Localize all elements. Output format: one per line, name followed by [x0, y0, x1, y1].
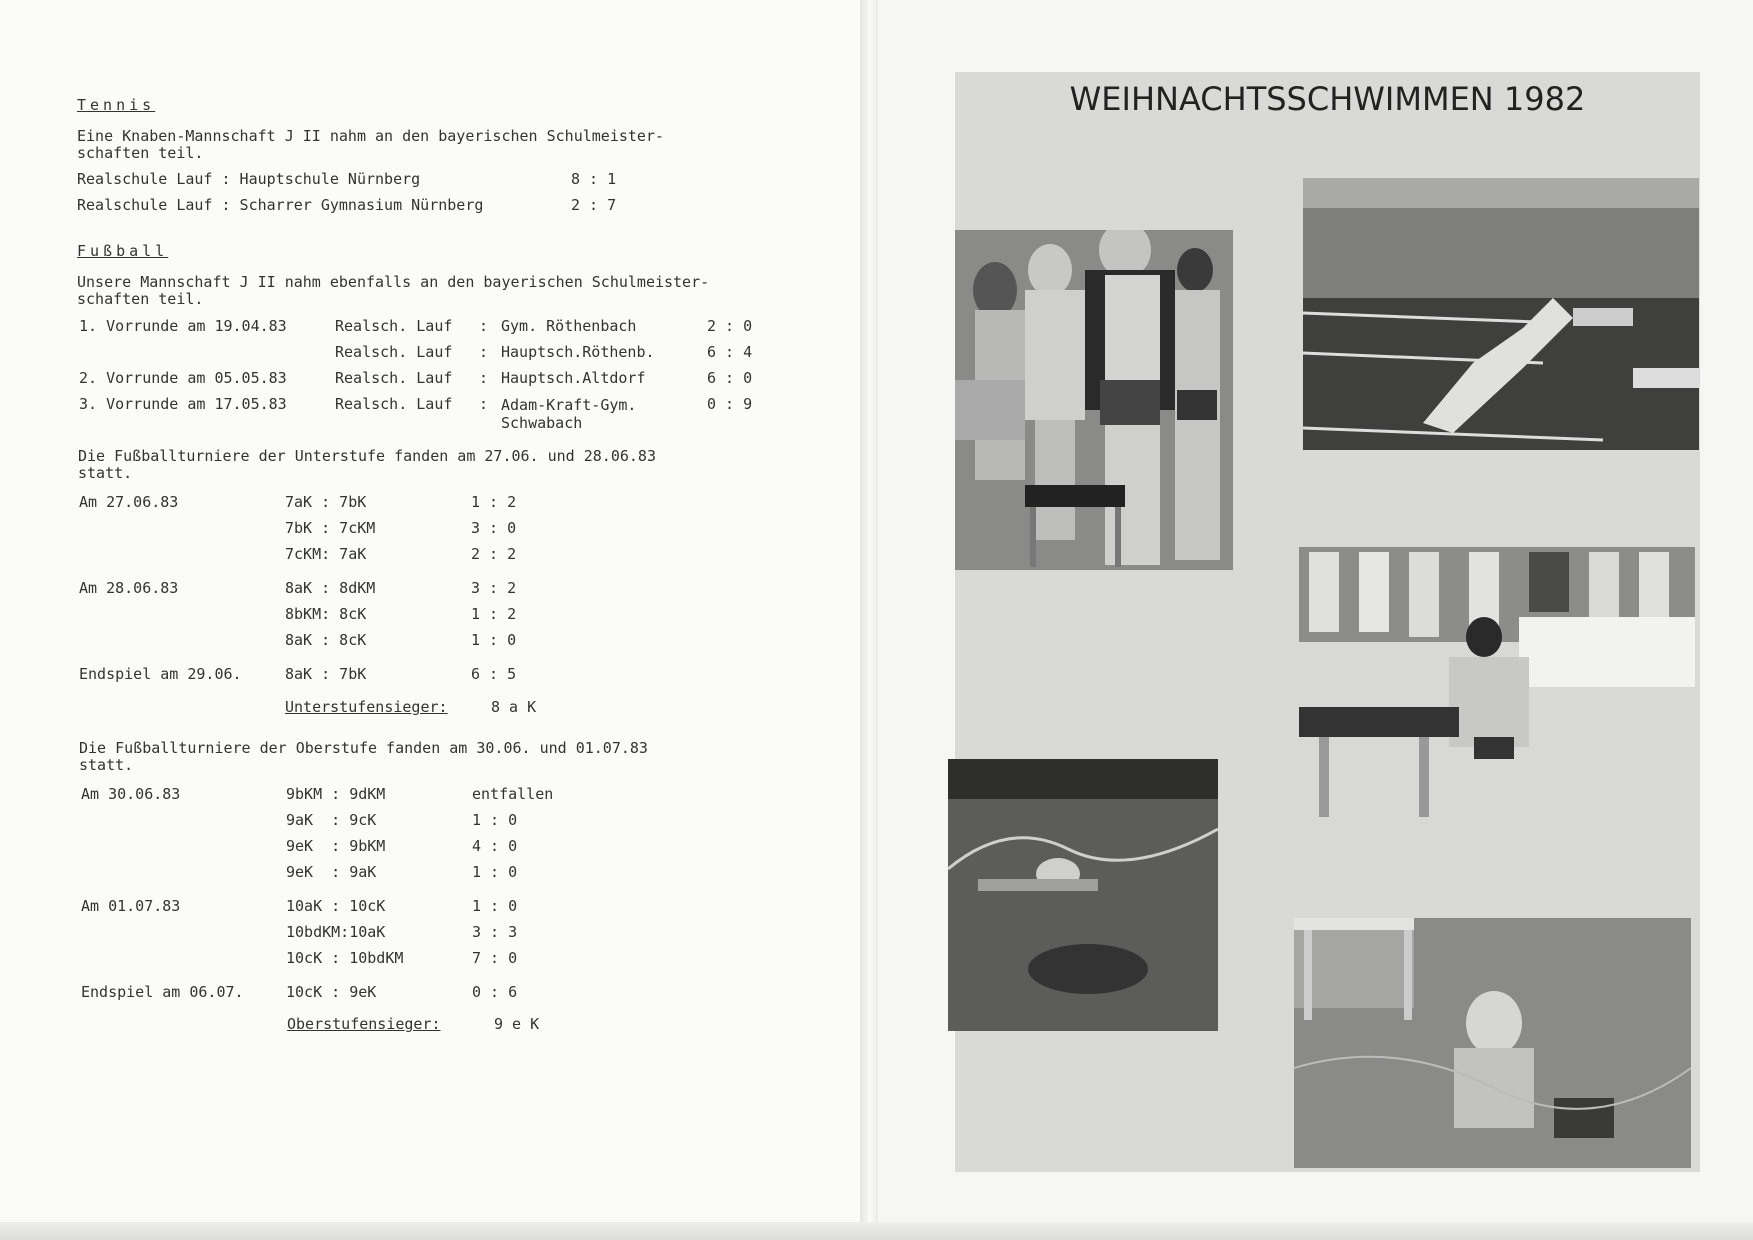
- oberstufe-day1-score-3: 4 : 0: [472, 837, 518, 855]
- unterstufe-day1-score-3: 2 : 2: [471, 545, 517, 563]
- round-3-home: Realsch. Lauf: [335, 395, 453, 413]
- page-bottom-edge: [0, 1222, 1753, 1240]
- photo-swimmer-in-pool: [1294, 918, 1691, 1168]
- fussball-intro: Unsere Mannschaft J II nahm ebenfalls an den bayerischen Schulmeister- schaften teil.: [77, 273, 710, 309]
- round-2-away: Hauptsch.Altdorf: [501, 369, 646, 387]
- unterstufe-day1-match-3: 7cKM: 7aK: [285, 545, 367, 563]
- round-1-score: 2 : 0: [707, 317, 753, 335]
- unterstufe-intro: Die Fußballturniere der Unterstufe fanden am 27.06. und 28.06.83 statt.: [78, 447, 656, 483]
- oberstufe-day1-match-1: 9bKM : 9dKM: [286, 785, 386, 803]
- oberstufe-day1-match-3: 9eK : 9bKM: [286, 837, 386, 855]
- unterstufe-winner: 8 a K: [491, 698, 537, 716]
- round-3-label: 3. Vorrunde am 17.05.83: [79, 395, 287, 413]
- photo-swimmer-freestyle: [948, 759, 1218, 1031]
- round-2-label: 2. Vorrunde am 05.05.83: [79, 369, 287, 387]
- oberstufe-day1-score-4: 1 : 0: [472, 863, 518, 881]
- photo-swimmer-resting: [1299, 547, 1695, 827]
- round-1b-score: 6 : 4: [707, 343, 753, 361]
- photo-coach-group: [955, 230, 1233, 570]
- oberstufe-day1-match-2: 9aK : 9cK: [286, 811, 377, 829]
- unterstufe-day2-match-2: 8bKM: 8cK: [285, 605, 367, 623]
- round-1b-home: Realsch. Lauf: [335, 343, 453, 361]
- unterstufe-day1-score-1: 1 : 2: [471, 493, 517, 511]
- round-1-sep: :: [479, 317, 489, 335]
- book-gutter: [860, 0, 880, 1240]
- round-3-away: Adam-Kraft-Gym. Schwabach: [501, 396, 637, 432]
- round-2-score: 6 : 0: [707, 369, 753, 387]
- oberstufe-intro: Die Fußballturniere der Oberstufe fanden am 30.06. und 01.07.83 statt.: [79, 739, 648, 775]
- oberstufe-day1-score-1: entfallen: [472, 785, 554, 803]
- round-1b-away: Hauptsch.Röthenb.: [501, 343, 655, 361]
- oberstufe-final-score: 0 : 6: [472, 983, 518, 1001]
- unterstufe-final-score: 6 : 5: [471, 665, 517, 683]
- round-1b-sep: :: [479, 343, 489, 361]
- oberstufe-day2-score-1: 1 : 0: [472, 897, 518, 915]
- oberstufe-winner-label: Oberstufensieger:: [287, 1015, 441, 1033]
- tennis-result-2-score: 2 : 7: [571, 196, 617, 214]
- round-3-sep: :: [479, 395, 489, 413]
- photo-diving-start: [1303, 178, 1699, 450]
- tennis-result-1-match: Realschule Lauf : Hauptschule Nürnberg: [77, 170, 421, 188]
- unterstufe-day1-match-2: 7bK : 7cKM: [285, 519, 376, 537]
- oberstufe-day2-score-2: 3 : 3: [472, 923, 518, 941]
- round-3-score: 0 : 9: [707, 395, 753, 413]
- unterstufe-day2-score-2: 1 : 2: [471, 605, 517, 623]
- tennis-result-2-match: Realschule Lauf : Scharrer Gymnasium Nürnberg: [77, 196, 484, 214]
- unterstufe-day1-score-2: 3 : 0: [471, 519, 517, 537]
- fussball-heading: Fußball: [77, 242, 169, 260]
- oberstufe-day2-match-3: 10cK : 10bdKM: [286, 949, 404, 967]
- oberstufe-day2-match-1: 10aK : 10cK: [286, 897, 386, 915]
- oberstufe-winner: 9 e K: [494, 1015, 540, 1033]
- unterstufe-day2-score-3: 1 : 0: [471, 631, 517, 649]
- tennis-intro: Eine Knaben-Mannschaft J II nahm an den bayerischen Schulmeister- schaften teil.: [77, 127, 664, 163]
- tennis-heading: Tennis: [77, 96, 156, 114]
- page-title: WEIHNACHTSSCHWIMMEN 1982: [1069, 80, 1586, 118]
- round-1-home: Realsch. Lauf: [335, 317, 453, 335]
- unterstufe-day2-match-1: 8aK : 8dKM: [285, 579, 376, 597]
- unterstufe-day2-score-1: 3 : 2: [471, 579, 517, 597]
- oberstufe-day1-score-2: 1 : 0: [472, 811, 518, 829]
- round-1-label: 1. Vorrunde am 19.04.83: [79, 317, 287, 335]
- unterstufe-day2-match-3: 8aK : 8cK: [285, 631, 367, 649]
- oberstufe-final-match: 10cK : 9eK: [286, 983, 377, 1001]
- unterstufe-final-label: Endspiel am 29.06.: [79, 665, 242, 683]
- round-1-away: Gym. Röthenbach: [501, 317, 637, 335]
- oberstufe-day1-label: Am 30.06.83: [81, 785, 181, 803]
- unterstufe-day1-match-1: 7aK : 7bK: [285, 493, 367, 511]
- unterstufe-day2-label: Am 28.06.83: [79, 579, 179, 597]
- unterstufe-winner-label: Unterstufensieger:: [285, 698, 448, 716]
- oberstufe-final-label: Endspiel am 06.07.: [81, 983, 244, 1001]
- tennis-result-1-score: 8 : 1: [571, 170, 617, 188]
- unterstufe-day1-label: Am 27.06.83: [79, 493, 179, 511]
- oberstufe-day2-score-3: 7 : 0: [472, 949, 518, 967]
- unterstufe-final-match: 8aK : 7bK: [285, 665, 367, 683]
- round-2-sep: :: [479, 369, 489, 387]
- oberstufe-day1-match-4: 9eK : 9aK: [286, 863, 377, 881]
- oberstufe-day2-match-2: 10bdKM:10aK: [286, 923, 386, 941]
- oberstufe-day2-label: Am 01.07.83: [81, 897, 181, 915]
- round-2-home: Realsch. Lauf: [335, 369, 453, 387]
